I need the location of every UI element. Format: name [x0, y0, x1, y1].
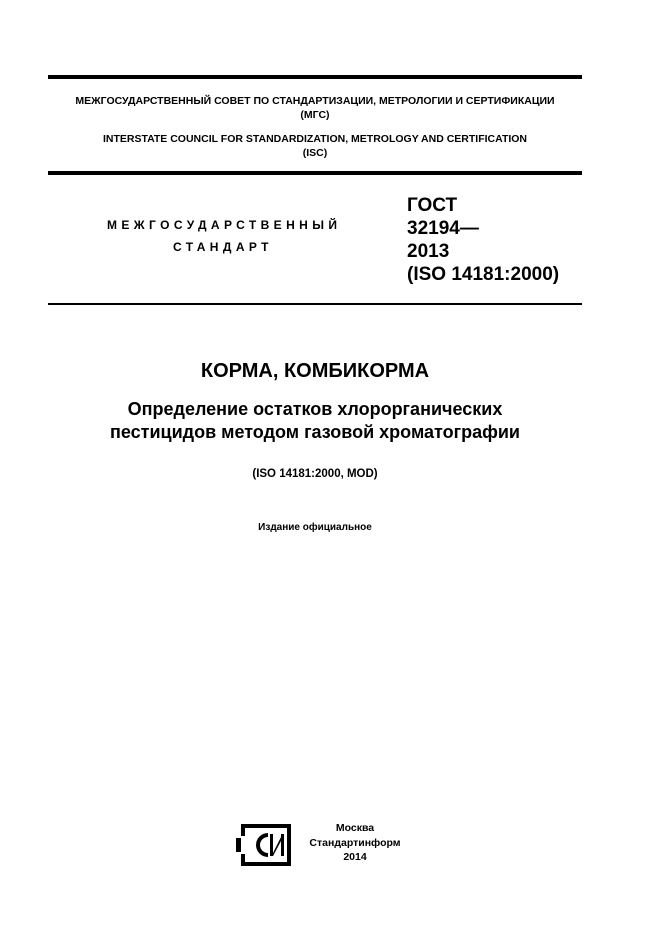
top-rule — [48, 75, 582, 79]
iso-mod-reference: (ISO 14181:2000, MOD) — [252, 468, 378, 480]
standard-type-line1: МЕЖГОСУДАРСТВЕННЫЙ — [107, 218, 342, 232]
subtitle-line2: пестицидов методом газовой хроматографии — [109, 422, 520, 442]
document-title: КОРМА, КОМБИКОРМА — [200, 360, 430, 382]
publisher-city: Москва — [335, 822, 375, 834]
council-ru-abbr: (МГС) — [300, 109, 330, 121]
publisher-name: Стандартинформ — [309, 836, 401, 849]
publisher-block — [300, 821, 410, 865]
gost-number: 32194— — [407, 218, 479, 239]
standartinform-logo — [235, 820, 295, 870]
council-en-name: INTERSTATE COUNCIL FOR STANDARDIZATION, METROLOGY AND CERTIFICATION — [102, 133, 528, 145]
council-en-abbr: (ISC) — [302, 147, 328, 159]
edition-label: Издание официальное — [258, 522, 372, 533]
gost-label: ГОСТ — [407, 195, 458, 216]
publisher-year: 2014 — [343, 851, 367, 863]
standard-type-line2: СТАНДАРТ — [173, 240, 273, 254]
designation-rule — [48, 303, 582, 305]
council-ru — [48, 94, 582, 122]
logo-graphic — [235, 820, 295, 870]
council-ru-name: МЕЖГОСУДАРСТВЕННЫЙ СОВЕТ ПО СТАНДАРТИЗАЦИИ, МЕТРОЛОГИИ И СЕРТИФИКАЦИИ — [75, 95, 555, 107]
subtitle-line1: Определение остатков хлорорганических — [127, 399, 503, 419]
gost-year: 2013 — [407, 241, 450, 262]
council-en — [48, 132, 582, 160]
document-subtitle — [48, 398, 582, 444]
gost-iso-ref: (ISO 14181:2000) — [407, 264, 560, 285]
gost-designation — [407, 194, 559, 286]
header-bottom-rule — [48, 171, 582, 175]
